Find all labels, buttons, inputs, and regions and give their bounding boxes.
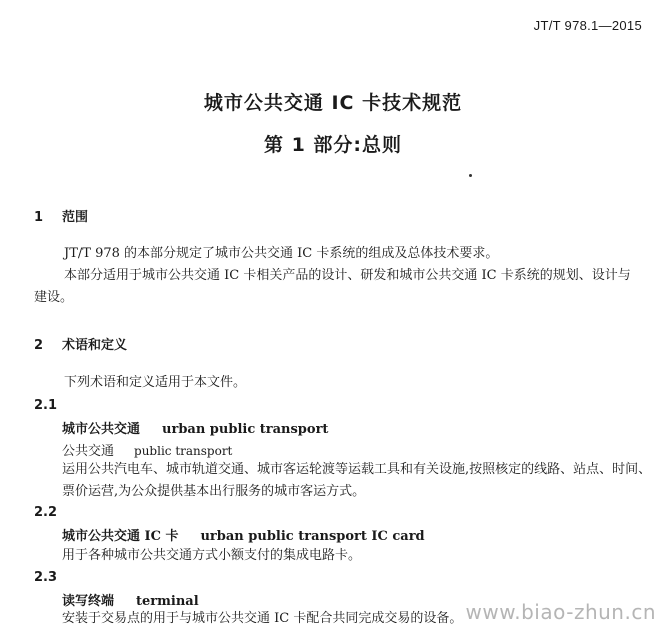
standard-code: JT/T 978.1—2015 [533,18,642,33]
section-2-intro: 下列术语和定义适用于本文件。 [64,375,247,390]
section-1-heading [34,206,88,225]
term-zh: 城市公共交通 IC 卡 [62,529,179,544]
term-number: 2.2 [34,505,58,520]
term-en: urban public transport IC card [200,529,425,544]
document-title: 城市公共交通 IC 卡技术规范 [203,92,463,114]
term-heading [62,418,328,437]
term-number: 2.3 [34,570,58,585]
section-2-heading [34,334,127,353]
term-heading [62,525,425,544]
term-en: urban public transport [162,422,329,437]
term-number: 2.1 [34,398,58,413]
term-synonym [62,440,232,459]
term-definition: 运用公共汽电车、城市轨道交通、城市客运轮渡等运载工具和有关设施,按照核定的线路、站点、时间、票价运营,为公众提供基本出行服务的城市客运方式。 [62,462,652,499]
section-1-number: 1 [34,210,44,225]
section-1-paragraph-1: JT/T 978 的本部分规定了城市公共交通 IC 卡系统的组成及总体技术要求。 [64,246,499,261]
document-subtitle: 第 1 部分:总则 [263,134,403,156]
section-1-paragraph-2: 本部分适用于城市公共交通 IC 卡相关产品的设计、研发和城市公共交通 IC 卡系统的规划、设计与建设。 [34,268,631,305]
section-2-number: 2 [34,338,44,353]
synonym-en: public transport [134,444,233,458]
term-zh: 读写终端 [62,594,115,609]
section-1-title: 范围 [62,210,89,225]
term-heading [62,590,199,609]
watermark: www.biao-zhun.cn [465,600,656,624]
synonym-zh: 公共交通 [62,444,115,459]
section-2-title: 术语和定义 [62,338,128,353]
term-zh: 城市公共交通 [62,422,141,437]
term-definition: 用于各种城市公共交通方式小额支付的集成电路卡。 [62,548,362,563]
term-definition: 安装于交易点的用于与城市公共交通 IC 卡配合共同完成交易的设备。 [62,611,463,626]
term-en: terminal [136,594,199,609]
scan-speck [469,174,472,177]
